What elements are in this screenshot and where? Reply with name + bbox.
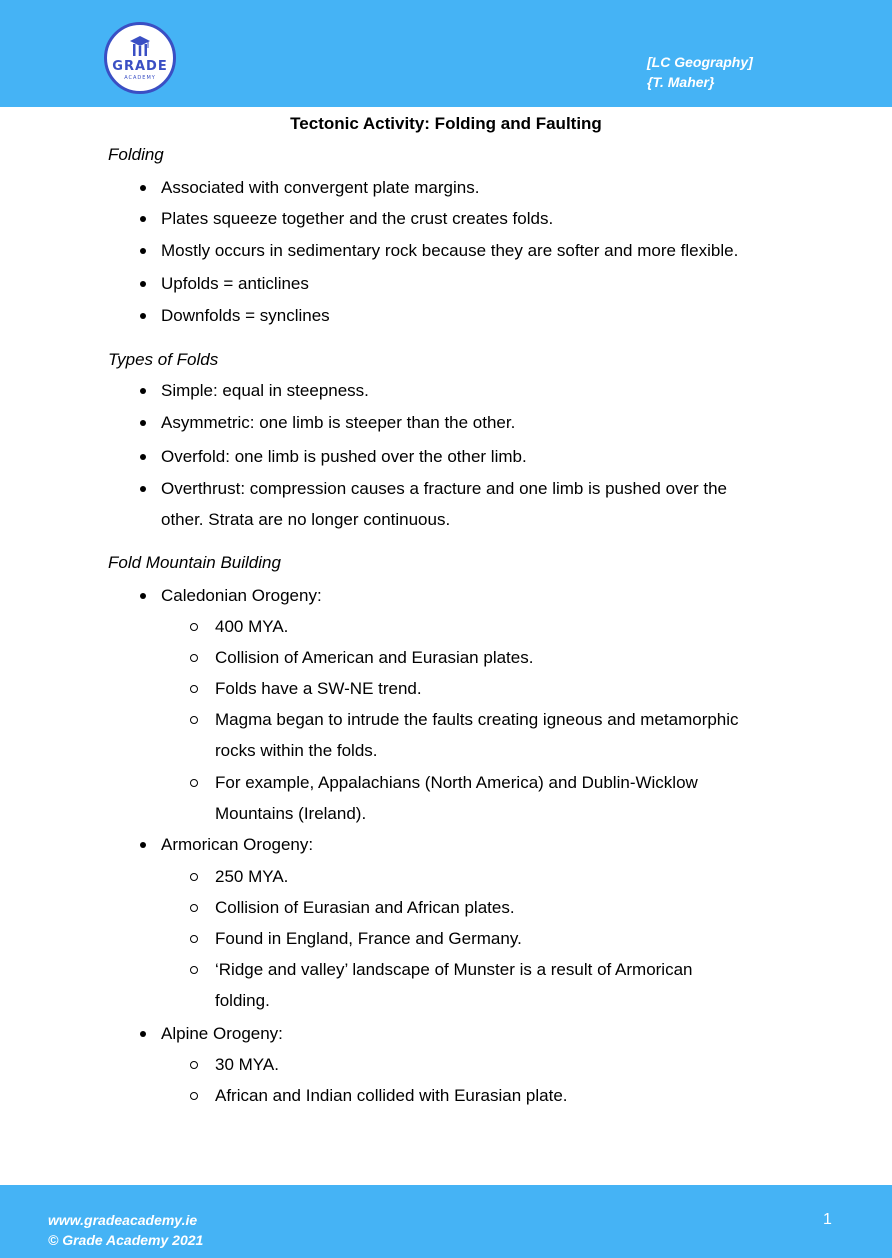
page-header [0, 0, 892, 107]
bullet-icon [140, 388, 146, 394]
bullet-icon [140, 420, 146, 426]
bullet-icon [140, 185, 146, 191]
footer-info [48, 1210, 203, 1250]
sub-bullet-icon [190, 685, 198, 693]
header-tags [647, 52, 753, 92]
sub-bullet-icon [190, 654, 198, 662]
page-number: 1 [823, 1211, 832, 1228]
bullet-continuation: other. Strata are no longer continuous. [161, 510, 451, 529]
author-tag: {T. Maher} [647, 74, 715, 90]
sub-bullet-icon [190, 779, 198, 787]
sub-bullet-icon [190, 935, 198, 943]
sub-bullet-icon [190, 623, 198, 631]
sub-bullet-icon [190, 966, 198, 974]
copyright-text: © Grade Academy 2021 [48, 1232, 204, 1248]
bullet-icon [140, 216, 146, 222]
sub-bullet-icon [190, 904, 198, 912]
section-heading-mountain: Fold Mountain Building [108, 553, 281, 572]
graduation-cap-icon [129, 35, 151, 59]
sub-bullet-icon [190, 716, 198, 724]
bullet-icon [140, 248, 146, 254]
bullet-icon [140, 486, 146, 492]
sub-bullet-icon [190, 873, 198, 881]
section-heading-folding: Folding [108, 145, 164, 164]
bullet-icon [140, 313, 146, 319]
subject-tag: [LC Geography] [647, 54, 753, 70]
grade-academy-logo [104, 22, 176, 94]
sub-bullet-continuation: rocks within the folds. [215, 741, 378, 760]
bullet-icon [140, 842, 146, 848]
bullet-icon [140, 593, 146, 599]
document-title: Tectonic Activity: Folding and Faulting [290, 114, 602, 133]
logo-subtext: ACADEMY [124, 75, 156, 81]
bullet-icon [140, 281, 146, 287]
sub-bullet-icon [190, 1092, 198, 1100]
page-footer [0, 1185, 892, 1258]
sub-bullet-icon [190, 1061, 198, 1069]
logo-text: GRADE [112, 59, 168, 74]
bullet-icon [140, 454, 146, 460]
website-link[interactable]: www.gradeacademy.ie [48, 1212, 198, 1228]
bullet-icon [140, 1031, 146, 1037]
sub-bullet-continuation: folding. [215, 991, 270, 1010]
section-heading-types: Types of Folds [108, 350, 219, 369]
sub-bullet-continuation: Mountains (Ireland). [215, 804, 367, 823]
